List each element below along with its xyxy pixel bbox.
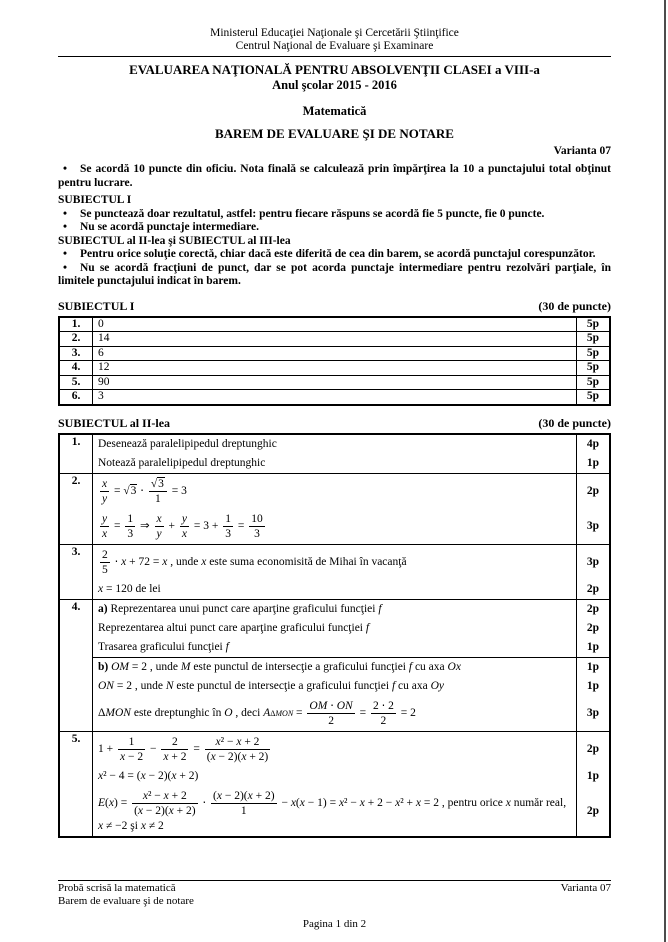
- plain-text: este punctul de intersecţie a graficului funcţiei: [173, 679, 392, 692]
- math-text: 2: [102, 548, 108, 561]
- table-row: [60, 375, 609, 390]
- row-body: [93, 435, 609, 473]
- solution-content: [93, 638, 576, 657]
- plain-text: cu axa: [412, 660, 448, 673]
- solution-line: [93, 509, 609, 544]
- row-body: [93, 474, 609, 544]
- row-answer: 6: [98, 346, 104, 359]
- ministry-line-1: Ministerul Educaţiei Naţionale şi Cercetării Ştiinţifice: [210, 27, 459, 39]
- solution-block: [93, 545, 609, 599]
- numerator: [211, 789, 277, 804]
- row-body: [93, 732, 609, 836]
- table-row: [60, 389, 609, 404]
- math-text: (x − 2)(x + 2): [213, 789, 275, 802]
- solution-line: [93, 696, 609, 731]
- math-text: =: [111, 519, 124, 532]
- points-cell: 3p: [576, 545, 609, 580]
- denominator: [249, 527, 265, 541]
- window-right-edge: [664, 0, 666, 942]
- denominator: [100, 527, 109, 541]
- plain-text: este punctul de intersecţie a graficului funcţiei: [190, 660, 409, 673]
- solution-content: [93, 619, 576, 638]
- plain-text: este dreptunghic în: [130, 706, 225, 719]
- math-text: f: [378, 602, 382, 615]
- numerator: [180, 512, 189, 527]
- row-number: 1.: [60, 318, 93, 332]
- numerator: [371, 699, 396, 714]
- fraction: [211, 789, 277, 818]
- math-text: 2: [328, 714, 334, 727]
- numerator: [118, 735, 145, 750]
- math-text: N: [165, 679, 174, 692]
- solution-content: [93, 454, 576, 473]
- math-text: ON = 2: [98, 679, 132, 692]
- table-row: [60, 473, 609, 544]
- instructions: [58, 163, 611, 289]
- math-text: ⋅ x + 72 = x: [111, 555, 168, 568]
- math-text: 1: [240, 804, 247, 817]
- math-text: E(x) =: [98, 796, 131, 809]
- header-divider: [58, 56, 611, 57]
- points-cell: 4p: [576, 435, 609, 454]
- math-text: x: [505, 796, 511, 809]
- numerator: [132, 789, 198, 804]
- math-text: f: [365, 621, 370, 634]
- denominator: [161, 750, 188, 764]
- solution-content: [93, 767, 576, 786]
- row-answer: 12: [98, 361, 110, 373]
- row-body: [93, 545, 609, 599]
- section1-title: SUBIECTUL I: [58, 298, 135, 313]
- row-number: 3.: [60, 347, 93, 361]
- plain-text: număr real,: [510, 796, 569, 809]
- points-cell: 1p: [576, 454, 609, 473]
- math-text: 1: [128, 735, 135, 748]
- numerator: [100, 477, 109, 492]
- math-text: 1: [127, 512, 134, 525]
- math-text: 1: [154, 492, 161, 505]
- math-text: x + 2: [163, 750, 187, 763]
- page-footer: [58, 880, 611, 931]
- instruction-text: Se acordă 10 puncte din oficiu. Nota finală se calculează prin împărţirea la 10 a punctajului total obţinut pentru lucrare.: [58, 163, 611, 189]
- plain-text: pentru orice: [444, 796, 506, 809]
- math-text: O: [224, 706, 233, 719]
- radical-sign-icon: √: [123, 484, 130, 497]
- math-text: 5: [102, 563, 108, 576]
- plain-text: Notează paralelipipedul dreptunghic: [98, 456, 266, 469]
- math-text: − x(x − 1) = x² − x + 2 − x² + x = 2 ,: [278, 796, 445, 809]
- solution-block: [93, 474, 609, 544]
- points-cell: 5p: [576, 390, 609, 404]
- math-text: x ≠ 2: [140, 819, 164, 832]
- math-text: x: [102, 477, 108, 490]
- denominator: [180, 527, 189, 541]
- footer-barem: Barem de evaluare şi de notare: [58, 895, 194, 907]
- math-text: x ≠ −2: [98, 819, 128, 832]
- math-text: y: [181, 512, 187, 525]
- denominator: [100, 492, 109, 506]
- math-text: x: [102, 527, 108, 540]
- row-number: 5.: [60, 376, 93, 390]
- math-text: −: [147, 742, 160, 755]
- math-text: = 3: [168, 484, 187, 497]
- table-row: [60, 435, 609, 473]
- fraction: [132, 789, 198, 818]
- section2-header: [58, 416, 611, 430]
- math-text: Oy: [430, 679, 445, 692]
- points-cell: 2p: [576, 580, 609, 599]
- subject1-table: [58, 316, 611, 406]
- instructions-subject1-heading: SUBIECTUL I: [58, 194, 132, 206]
- table-row: [60, 360, 609, 375]
- fraction: [249, 512, 265, 541]
- points-cell: 1p: [576, 677, 609, 696]
- math-text: A: [263, 706, 271, 719]
- footer-left: [58, 882, 194, 908]
- math-text: y: [102, 512, 108, 525]
- points-cell: 2p: [576, 619, 609, 638]
- numerator: [307, 699, 354, 714]
- math-text: y: [102, 492, 108, 505]
- table-row: [60, 331, 609, 346]
- plain-text: cu axa: [395, 679, 431, 692]
- solution-block: [93, 435, 609, 473]
- math-text: =: [293, 706, 306, 719]
- numerator: [249, 512, 265, 527]
- bold-text: a): [98, 602, 111, 615]
- math-text: 3: [127, 527, 134, 540]
- footer-variant: Varianta 07: [560, 882, 611, 894]
- math-text: x² − x + 2: [142, 789, 187, 802]
- row-number: 2.: [60, 332, 93, 346]
- table-row: [60, 346, 609, 361]
- row-body: [93, 600, 609, 731]
- solution-content: [93, 786, 576, 836]
- math-text: ΔMON: [98, 706, 131, 719]
- math-text: =: [234, 519, 248, 532]
- math-text: (x − 2)(x + 2): [134, 804, 196, 817]
- fraction: [118, 735, 145, 764]
- math-text: = 3 +: [190, 519, 222, 532]
- points-cell: 3p: [576, 696, 609, 731]
- denominator: [118, 750, 145, 764]
- math-text: 1 +: [98, 742, 116, 755]
- instruction-item: [58, 221, 611, 235]
- row-number: 5.: [60, 732, 93, 836]
- instruction-text: Nu se acordă fracţiuni de punct, dar se pot acorda punctaje intermediare pentru rezolvări parţiale, în limitele punctajului indicat în barem.: [58, 261, 611, 287]
- numerator: [223, 512, 233, 527]
- math-text: f: [408, 660, 413, 673]
- fraction: [307, 699, 354, 728]
- solution-content: [93, 545, 576, 580]
- math-text: f: [391, 679, 396, 692]
- solution-content: [93, 732, 576, 767]
- denominator: [100, 563, 110, 577]
- solution-line: [93, 619, 609, 638]
- points-cell: 5p: [576, 361, 609, 375]
- math-text: 10: [251, 512, 263, 525]
- numerator: [205, 735, 271, 750]
- fraction: [100, 477, 109, 506]
- instruction-item: [58, 248, 611, 262]
- points-cell: 2p: [576, 600, 609, 619]
- solution-line: [93, 786, 609, 836]
- footer-proba: Probă scrisă la matematică: [58, 882, 176, 894]
- sqrt-radical: [123, 484, 137, 499]
- points-cell: 2p: [576, 474, 609, 509]
- solution-content: [93, 580, 576, 599]
- denominator: [211, 804, 277, 818]
- points-cell: 1p: [576, 638, 609, 657]
- plain-text: , unde: [167, 555, 202, 568]
- denominator: [155, 527, 164, 541]
- row-answer: 3: [98, 390, 104, 402]
- fraction: [205, 735, 271, 764]
- solution-line: [93, 638, 609, 657]
- points-cell: 2p: [576, 732, 609, 767]
- solution-content: [93, 677, 576, 696]
- denominator: [149, 492, 167, 506]
- instruction-item: [58, 163, 611, 190]
- solution-line: [93, 435, 609, 454]
- solution-block: [93, 600, 609, 657]
- doc-type-title: BAREM DE EVALUARE ŞI DE NOTARE: [215, 126, 454, 141]
- points-cell: 5p: [576, 347, 609, 361]
- points-cell: 1p: [576, 767, 609, 786]
- math-text: M: [180, 660, 191, 673]
- row-number: 6.: [60, 390, 93, 404]
- radicand: 3: [130, 484, 137, 497]
- bullet-icon: •: [63, 261, 68, 274]
- fraction: [371, 699, 396, 728]
- solution-block: [93, 732, 609, 836]
- math-text: x = 120: [98, 582, 133, 595]
- points-cell: 5p: [576, 318, 609, 332]
- table-row: [60, 731, 609, 836]
- math-text: x: [156, 512, 162, 525]
- exam-title: EVALUAREA NAŢIONALĂ PENTRU ABSOLVENŢII CLASEI a VIII-a: [129, 62, 540, 77]
- row-number: 4.: [60, 600, 93, 731]
- denominator: [371, 714, 396, 728]
- math-text: OM ⋅ ON: [309, 699, 353, 712]
- math-text: x − 2: [120, 750, 144, 763]
- fraction: [100, 548, 110, 577]
- math-text: +: [165, 519, 178, 532]
- section1-header: [58, 299, 611, 313]
- instructions-subject23-heading: SUBIECTUL al II-lea şi SUBIECTUL al III-lea: [58, 234, 291, 247]
- numerator: [100, 548, 110, 563]
- plain-text: , deci: [232, 706, 264, 719]
- denominator: [223, 527, 233, 541]
- math-text: 3: [254, 527, 260, 540]
- solution-content: [93, 509, 576, 544]
- row-number: 4.: [60, 361, 93, 375]
- plain-text: de lei: [132, 582, 161, 595]
- math-text: x: [201, 555, 207, 568]
- instruction-item: [58, 262, 611, 289]
- solution-line: [93, 454, 609, 473]
- plain-text: Reprezentarea altui punct care aparţine graficului funcţiei: [98, 621, 366, 634]
- points-cell: 3p: [576, 509, 609, 544]
- section1-points: (30 de puncte): [538, 298, 611, 313]
- solution-content: [93, 474, 576, 509]
- denominator: [132, 804, 198, 818]
- solution-block: [93, 657, 609, 731]
- plain-text: Trasarea graficului funcţiei: [98, 640, 226, 653]
- instruction-text: Nu se acordă punctaje intermediare.: [80, 221, 259, 233]
- footer-row: [58, 882, 611, 908]
- row-answer: 0: [98, 317, 104, 330]
- math-text: =: [111, 484, 124, 497]
- denominator: [307, 714, 354, 728]
- section2-title: SUBIECTUL al II-lea: [58, 415, 171, 430]
- plain-text: Desenează paralelipipedul dreptunghic: [98, 437, 277, 450]
- denominator: [205, 750, 271, 764]
- bullet-icon: •: [63, 163, 68, 175]
- solution-line: [93, 600, 609, 619]
- subscript: ΔMON: [270, 708, 294, 718]
- math-text: ⋅: [137, 484, 147, 497]
- footer-divider: [58, 880, 611, 881]
- plain-text: , unde: [147, 660, 181, 673]
- math-text: ⋅: [199, 796, 210, 809]
- math-text: 2: [380, 714, 387, 727]
- bullet-icon: •: [63, 221, 68, 233]
- plain-text: este suma economisită de Mihai în vacanţă: [206, 555, 407, 568]
- ministry-line-2: Centrul Naţional de Evaluare şi Examinare: [235, 40, 434, 52]
- numerator: [161, 735, 188, 750]
- variant-label: Varianta 07: [553, 145, 611, 157]
- solution-line: [93, 658, 609, 677]
- solution-line: [93, 732, 609, 767]
- table-row: [60, 318, 609, 332]
- math-text: 2: [172, 735, 178, 748]
- math-text: 1: [225, 512, 231, 525]
- row-answer: 14: [98, 332, 110, 344]
- section2-points: (30 de puncte): [538, 415, 611, 430]
- math-text: x² − x + 2: [215, 735, 260, 748]
- row-number: 3.: [60, 545, 93, 599]
- plain-text: , unde: [131, 679, 166, 692]
- solution-line: [93, 474, 609, 509]
- bullet-icon: •: [63, 207, 68, 220]
- math-text: = 2: [397, 706, 416, 719]
- denominator: [125, 527, 135, 541]
- math-text: =: [356, 706, 369, 719]
- points-cell: 1p: [576, 658, 609, 677]
- fraction: [161, 735, 188, 764]
- numerator: [100, 512, 109, 527]
- math-text: 3: [225, 527, 231, 540]
- math-text: f: [225, 640, 229, 653]
- math-text: x² − 4 = (x − 2)(x + 2): [98, 769, 199, 782]
- bullet-icon: •: [63, 248, 68, 260]
- solution-line: [93, 545, 609, 580]
- numerator: [155, 512, 164, 527]
- fraction: [100, 512, 109, 541]
- subject2-table: [58, 433, 611, 838]
- math-text: y: [156, 527, 162, 540]
- fraction: [223, 512, 233, 541]
- plain-text: şi: [127, 819, 141, 832]
- row-number: 2.: [60, 474, 93, 544]
- school-year: Anul şcolar 2015 - 2016: [272, 78, 397, 92]
- points-cell: 5p: [576, 332, 609, 346]
- page-number: Pagina 1 din 2: [302, 918, 367, 930]
- solution-content: [93, 435, 576, 454]
- math-text: 2 ⋅ 2: [372, 699, 394, 712]
- table-row: [60, 544, 609, 599]
- fraction: [155, 512, 164, 541]
- math-text: ⇒: [137, 519, 153, 532]
- instruction-text: Se punctează doar rezultatul, astfel: pentru fiecare răspuns se acordă fie 5 puncte, fie 0 puncte.: [80, 207, 545, 220]
- numerator: [125, 512, 135, 527]
- bold-text: b): [98, 660, 112, 673]
- row-number: 1.: [60, 435, 93, 473]
- instruction-item: [58, 208, 611, 222]
- plain-text: Reprezentarea unui punct care aparţine graficului funcţiei: [110, 602, 379, 615]
- fraction: [149, 477, 167, 506]
- table-row: [60, 599, 609, 731]
- math-text: OM = 2: [111, 660, 147, 673]
- solution-content: [93, 600, 576, 619]
- math-text: (x − 2)(x + 2): [206, 750, 269, 763]
- instruction-text: Pentru orice soluţie corectă, chiar dacă este diferită de cea din barem, se acordă punctajul corespunzător.: [80, 248, 596, 260]
- solution-line: [93, 767, 609, 786]
- math-text: x: [181, 527, 187, 540]
- math-text: =: [190, 742, 203, 755]
- points-cell: 5p: [576, 376, 609, 390]
- solution-content: [93, 696, 576, 731]
- radicand: 3: [158, 477, 164, 490]
- solution-content: [93, 658, 576, 677]
- points-cell: 2p: [576, 786, 609, 836]
- math-text: Ox: [447, 660, 461, 673]
- subject-name: Matematică: [302, 104, 367, 118]
- solution-line: [93, 677, 609, 696]
- numerator: [149, 477, 167, 492]
- fraction: [180, 512, 189, 541]
- radical-sign-icon: √: [150, 477, 158, 490]
- row-answer: 90: [98, 375, 110, 388]
- sqrt-radical: [151, 477, 165, 490]
- fraction: [125, 512, 135, 541]
- solution-line: [93, 580, 609, 599]
